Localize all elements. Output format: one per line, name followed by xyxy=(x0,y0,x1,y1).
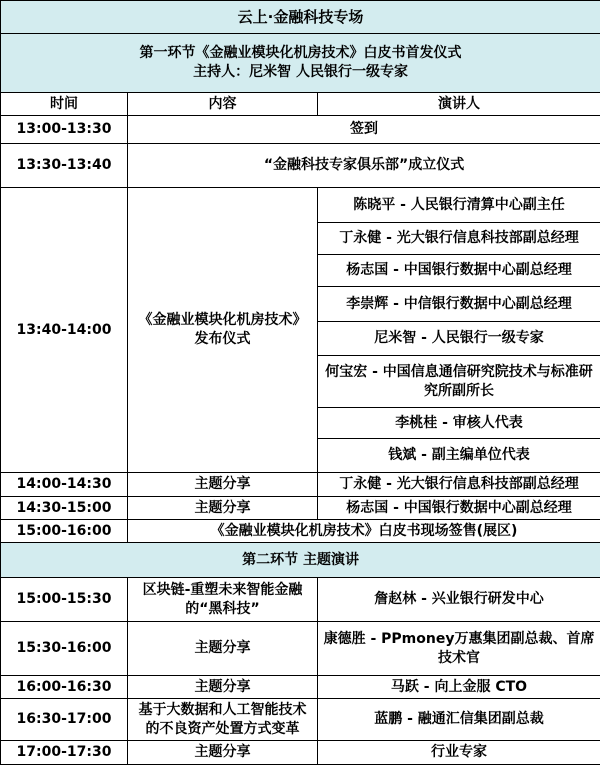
row-speaker: 蓝鹏 - 融通汇信集团副总裁 xyxy=(318,699,600,741)
launch-speaker: 李桃桂 - 审核人代表 xyxy=(318,408,600,439)
row-speaker: 康德胜 - PPmoney万惠集团副总裁、首席技术官 xyxy=(318,622,600,676)
column-header-row xyxy=(1,93,600,116)
row-time: 15:30-16:00 xyxy=(1,622,128,676)
table-row xyxy=(1,741,600,765)
row-time: 16:30-17:00 xyxy=(1,699,128,741)
table-row xyxy=(1,116,600,144)
row-content: 主题分享 xyxy=(128,741,318,765)
row-speaker: 马跃 - 向上金服 CTO xyxy=(318,676,600,699)
row-time: 15:00-16:00 xyxy=(1,520,128,543)
row-speaker: 杨志国 - 中国银行数据中心副总经理 xyxy=(318,497,600,520)
launch-time: 13:40-14:00 xyxy=(1,188,128,473)
session2-heading: 第二环节 主题演讲 xyxy=(1,543,600,578)
row-content: 主题分享 xyxy=(128,473,318,497)
title-row xyxy=(1,1,600,34)
table-row xyxy=(1,699,600,741)
launch-row xyxy=(1,188,600,223)
row-content: 区块链-重塑未来智能金融的“黑科技” xyxy=(128,578,318,622)
table-row xyxy=(1,497,600,520)
launch-speaker: 丁永健 - 光大银行信息科技部副总经理 xyxy=(318,223,600,255)
row-speaker: 詹赵林 - 兴业银行研发中心 xyxy=(318,578,600,622)
row-merged-content: 签到 xyxy=(128,116,600,144)
row-time: 15:00-15:30 xyxy=(1,578,128,622)
session1-host: 主持人：尼米智 人民银行一级专家 xyxy=(193,64,408,80)
row-content: 主题分享 xyxy=(128,676,318,699)
row-time: 16:00-16:30 xyxy=(1,676,128,699)
column-header-speaker: 演讲人 xyxy=(318,93,600,116)
launch-content-line2: 发布仪式 xyxy=(194,331,251,347)
table-row xyxy=(1,622,600,676)
launch-speaker: 杨志国 - 中国银行数据中心副总经理 xyxy=(318,255,600,287)
row-time: 17:00-17:30 xyxy=(1,741,128,765)
session2-header-row xyxy=(1,543,600,578)
column-header-content: 内容 xyxy=(128,93,318,116)
session1-header-row xyxy=(1,34,600,93)
launch-speaker: 李崇辉 - 中信银行数据中心副总经理 xyxy=(318,287,600,322)
launch-speaker: 钱斌 - 副主编单位代表 xyxy=(318,439,600,473)
row-time: 13:30-13:40 xyxy=(1,144,128,188)
row-content: 主题分享 xyxy=(128,497,318,520)
page-title: 云上·金融科技专场 xyxy=(1,1,600,34)
table-row xyxy=(1,578,600,622)
table-row xyxy=(1,676,600,699)
launch-speaker: 何宝宏 - 中国信息通信研究院技术与标准研究所副所长 xyxy=(318,356,600,408)
launch-content-line1: 《金融业模块化机房技术》 xyxy=(138,312,307,329)
row-time: 14:30-15:00 xyxy=(1,497,128,520)
launch-content xyxy=(128,188,318,473)
row-merged-content: 《金融业模块化机房技术》白皮书现场签售(展区) xyxy=(128,520,600,543)
column-header-time: 时间 xyxy=(1,93,128,116)
table-row xyxy=(1,144,600,188)
row-content: 主题分享 xyxy=(128,622,318,676)
session1-heading: 第一环节《金融业模块化机房技术》白皮书首发仪式 xyxy=(139,45,462,62)
launch-speaker: 陈晓平 - 人民银行清算中心副主任 xyxy=(318,188,600,223)
row-time: 14:00-14:30 xyxy=(1,473,128,497)
table-row xyxy=(1,473,600,497)
launch-speaker: 尼米智 - 人民银行一级专家 xyxy=(318,322,600,356)
row-content: 基于大数据和人工智能技术的不良资产处置方式变革 xyxy=(128,699,318,741)
row-merged-content: “金融科技专家俱乐部”成立仪式 xyxy=(128,144,600,188)
table-row xyxy=(1,520,600,543)
row-speaker: 丁永健 - 光大银行信息科技部副总经理 xyxy=(318,473,600,497)
row-speaker: 行业专家 xyxy=(318,741,600,765)
row-time: 13:00-13:30 xyxy=(1,116,128,144)
